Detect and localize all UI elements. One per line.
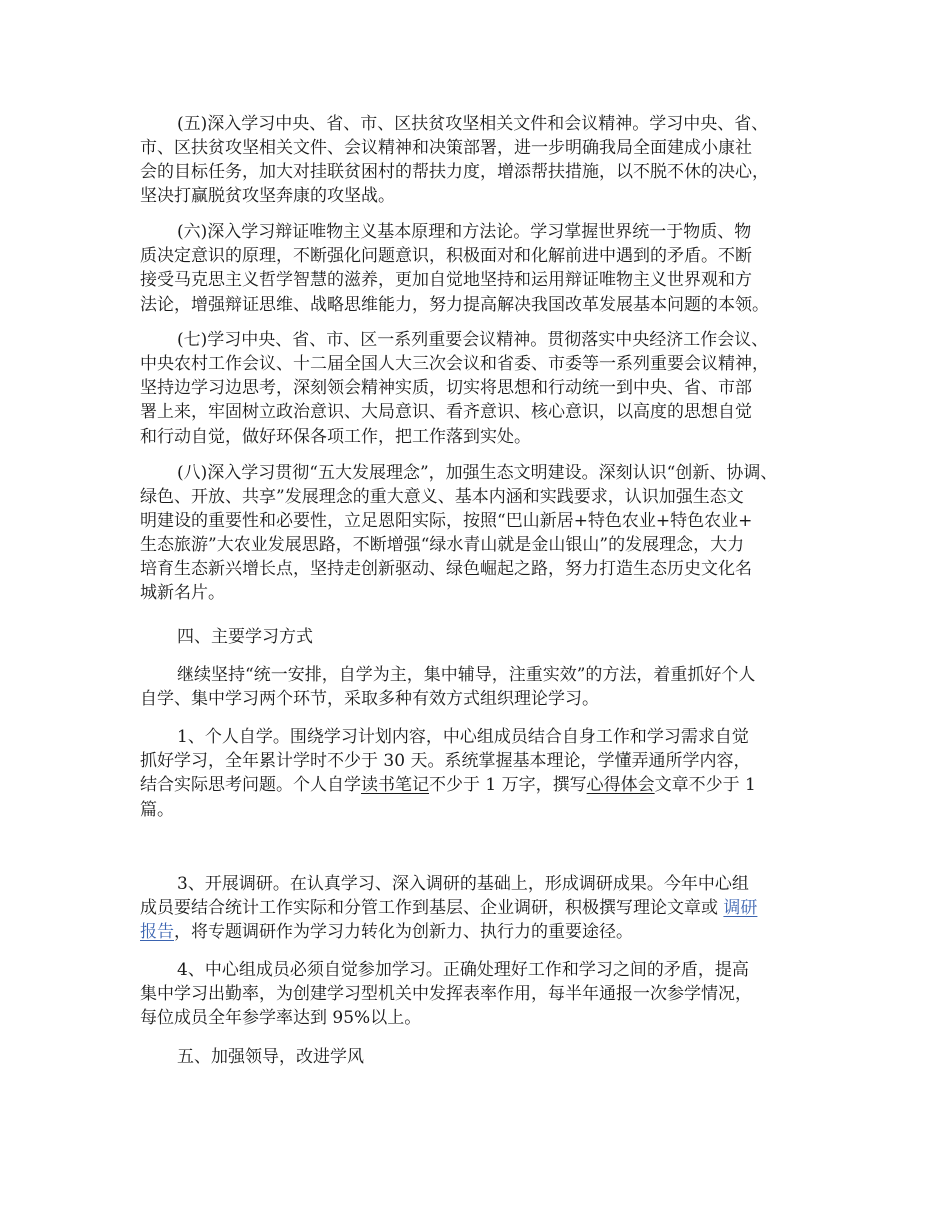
paragraph-7-line: (七)学习中央、省、市、区一系列重要会议精神。贯彻落实中央经济工作会议、: [177, 330, 769, 350]
item-1-line: 抓好学习，全年累计学时不少于 30 天。系统掌握基本理论，学懂弄通所学内容，: [140, 751, 751, 771]
paragraph-8-line: 城新名片。: [140, 583, 225, 603]
item-4-line: 每位成员全年参学率达到 95%以上。: [140, 1008, 422, 1028]
item-1-text: 不少于 1 万字，撰写: [429, 775, 587, 795]
item-3-text: 成员要结合统计工作实际和分管工作到基层、企业调研，积极撰写理论文章或: [140, 898, 724, 918]
item-4-line: 集中学习出勤率，为创建学习型机关中发挥表率作用，每半年通报一次参学情况，: [140, 984, 752, 1004]
paragraph-7-line: 署上来，牢固树立政治意识、大局意识、看齐意识、核心意识，以高度的思想自觉: [140, 402, 752, 422]
paragraph-5-line: 会的目标任务，加大对挂联贫困村的帮扶力度，增添帮扶措施，以不脱不休的决心，: [140, 162, 769, 182]
reflections-link[interactable]: 心得体会: [586, 775, 655, 795]
item-1-line: 1、个人自学。围绕学习计划内容，中心组成员结合自身工作和学习需求自觉: [177, 727, 749, 747]
item-3-line: [140, 920, 633, 944]
paragraph-8-line: 明建设的重要性和必要性，立足恩阳实际，按照“巴山新居+特色农业+特色农业+: [140, 511, 753, 531]
item-1-line: [140, 773, 756, 797]
paragraph-6-line: 质决定意识的原理，不断强化问题意识，积极面对和化解前进中遇到的矛盾。不断: [140, 246, 752, 266]
paragraph-7-line: 和行动自觉，做好环保各项工作，把工作落到实处。: [140, 427, 531, 447]
paragraph-8-line: 绿色、开放、共享”发展理念的重大意义、基本内涵和实践要求，认识加强生态文: [140, 487, 744, 507]
item-3-line: [140, 896, 757, 920]
item-3-line: 3、开展调研。在认真学习、深入调研的基础上，形成调研成果。今年中心组: [177, 874, 749, 894]
paragraph-8-line: 生态旅游”大农业发展思路，不断增强“绿水青山就是金山银山”的发展理念，大力: [140, 535, 745, 555]
item-3-text: ，将专题调研作为学习力转化为创新力、执行力的重要途径。: [174, 922, 633, 942]
intro-line: 自学、集中学习两个环节，采取多种有效方式组织理论学习。: [140, 689, 599, 709]
paragraph-6-line: 接受马克思主义哲学智慧的滋养，更加自觉地坚持和运用辩证唯物主义世界观和方: [140, 270, 752, 290]
paragraph-5-line: (五)深入学习中央、省、市、区扶贫攻坚相关文件和会议精神。学习中央、省、: [177, 114, 769, 134]
paragraph-8-line: (八)深入学习贯彻“五大发展理念”，加强生态文明建设。深刻认识“创新、协调、: [177, 463, 778, 483]
section-heading-5: 五、加强领导，改进学风: [177, 1047, 364, 1067]
research-report-link[interactable]: 调研: [723, 898, 758, 918]
paragraph-6-line: (六)深入学习辩证唯物主义基本原理和方法论。学习掌握世界统一于物质、物: [177, 222, 752, 242]
item-1-line: 篇。: [140, 800, 174, 820]
paragraph-7-line: 中央农村工作会议、十二届全国人大三次会议和省委、市委等一系列重要会议精神，: [140, 354, 769, 374]
intro-line: 继续坚持“统一安排，自学为主，集中辅导，注重实效”的方法，着重抓好个人: [177, 665, 756, 685]
reading-notes-link[interactable]: 读书笔记: [361, 775, 429, 795]
paragraph-5-line: 市、区扶贫攻坚相关文件、会议精神和决策部署，进一步明确我局全面建成小康社: [140, 138, 752, 158]
paragraph-7-line: 坚持边学习边思考，深刻领会精神实质，切实将思想和行动统一到中央、省、市部: [140, 378, 752, 398]
paragraph-5-line: 坚决打赢脱贫攻坚奔康的攻坚战。: [140, 186, 395, 206]
research-report-link[interactable]: 报告: [140, 922, 174, 942]
item-1-text: 文章不少于 1: [654, 775, 756, 795]
item-1-text: 结合实际思考问题。个人自学: [140, 775, 361, 795]
item-4-line: 4、中心组成员必须自觉参加学习。正确处理好工作和学习之间的矛盾，提高: [177, 960, 749, 980]
paragraph-8-line: 培育生态新兴增长点，坚持走创新驱动、绿色崛起之路，努力打造生态历史文化名: [140, 559, 752, 579]
paragraph-6-line: 法论，增强辩证思维、战略思维能力，努力提高解决我国改革发展基本问题的本领。: [140, 295, 769, 315]
section-heading-4: 四、主要学习方式: [177, 627, 313, 647]
